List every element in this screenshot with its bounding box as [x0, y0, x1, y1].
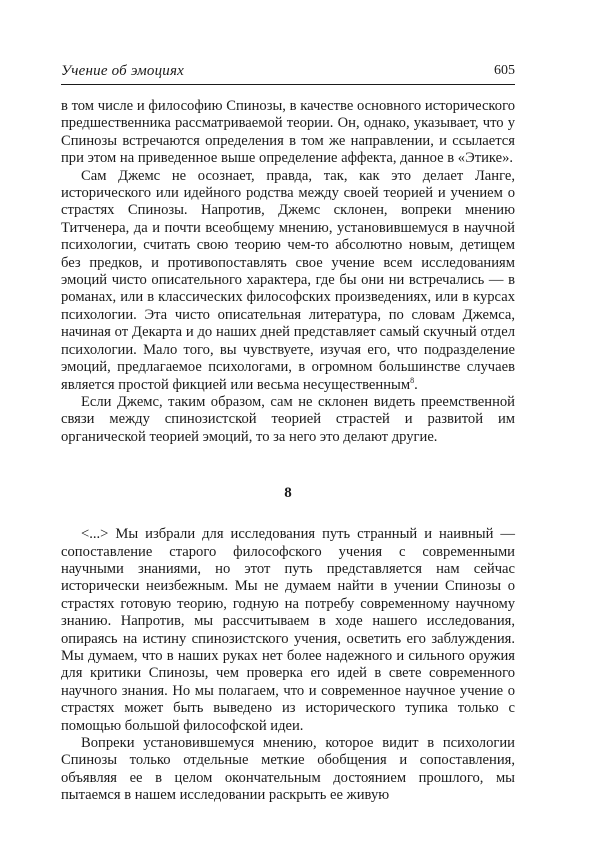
paragraph-2 [61, 168, 515, 394]
running-title: Учение об эмоциях [61, 63, 184, 79]
paragraph-3-text: Если Джемс, таким образом, сам не склонен видеть преемственной связи между спинозистской теорией страстей и развитой им органической теорией эмоций, то за него это делают другие. [61, 393, 515, 445]
running-head [61, 62, 515, 85]
paragraph-5-text: Вопреки установившемуся мнению, которое видит в психологии Спинозы только отдельные меткие обобщения и сопоставления, объявляя ее в целом окончательным достоянием прошлого, мы пытаемся в нашем исследовании раскрыть ее живую [61, 735, 515, 804]
paragraph-4-text: <...> Мы избрали для исследования путь странный и наивный — сопоставление старого философского учения с современными научными знаниями, но этот путь представляется нам сейчас исторически неизбежным. Мы не думаем найти в учении Спинозы о страстях готовую теорию, годную на потребу современному научному знанию. Напротив, мы рассчитываем в ходе нашего исследования, опираясь на истину спинозистского учения, осветить его заблуждения. Мы думаем, что в наших руках нет более надежного и сильного оружия для критики Спинозы, чем проверка его идей в свете современного научного знания. Но мы полагаем, что и современное научное учение о страстях может быть выведено из исторического тупика только с помощью большой философской идеи. [61, 526, 515, 734]
paragraph-3 [61, 394, 515, 446]
paragraph-4 [61, 526, 515, 735]
page-number: 605 [494, 63, 515, 78]
paragraph-1-text: в том числе и философию Спинозы, в качестве основного исторического предшественника рассматриваемой теории. Он, однако, указывает, что у Спинозы встречаются определения в том же направлении, и ссылается при этом на приведенное выше определение аффекта, данное в «Этике». [61, 98, 515, 167]
paragraph-2-text: Сам Джемс не осознает, правда, так, как это делает Ланге, исторического или идейного родства между своей теорией и учением о страстях Спинозы. Напротив, Джемс склонен, вопреки мнению Титченера, да и почти всеобщему мнению, установившемуся в научной психологии, считать свою теорию чем-то абсолютно новым, детищем без предков, и противопоставлять свое учение всем исследованиям эмоций чисто описательного характера, где бы они ни встречались — в романах, или в классических философских произведениях, или в курсах психологии. Эта чисто описательная литература, по словам Джемса, начиная от Декарта и до наших дней представляет самый скучный отдел психологии. Мало того, вы чувствуете, изучая его, что подразделение эмоций, предлагаемое психологами, в огромном большинстве случаев является простой фикцией или весьма несущественным [61, 167, 515, 393]
footnote-ref: 8 [410, 375, 415, 385]
paragraph-2-tail: . [414, 376, 418, 393]
paragraph-1 [61, 98, 515, 168]
body-text [61, 98, 515, 805]
paragraph-5 [61, 735, 515, 805]
section-number: 8 [284, 485, 292, 502]
book-page [61, 62, 515, 805]
